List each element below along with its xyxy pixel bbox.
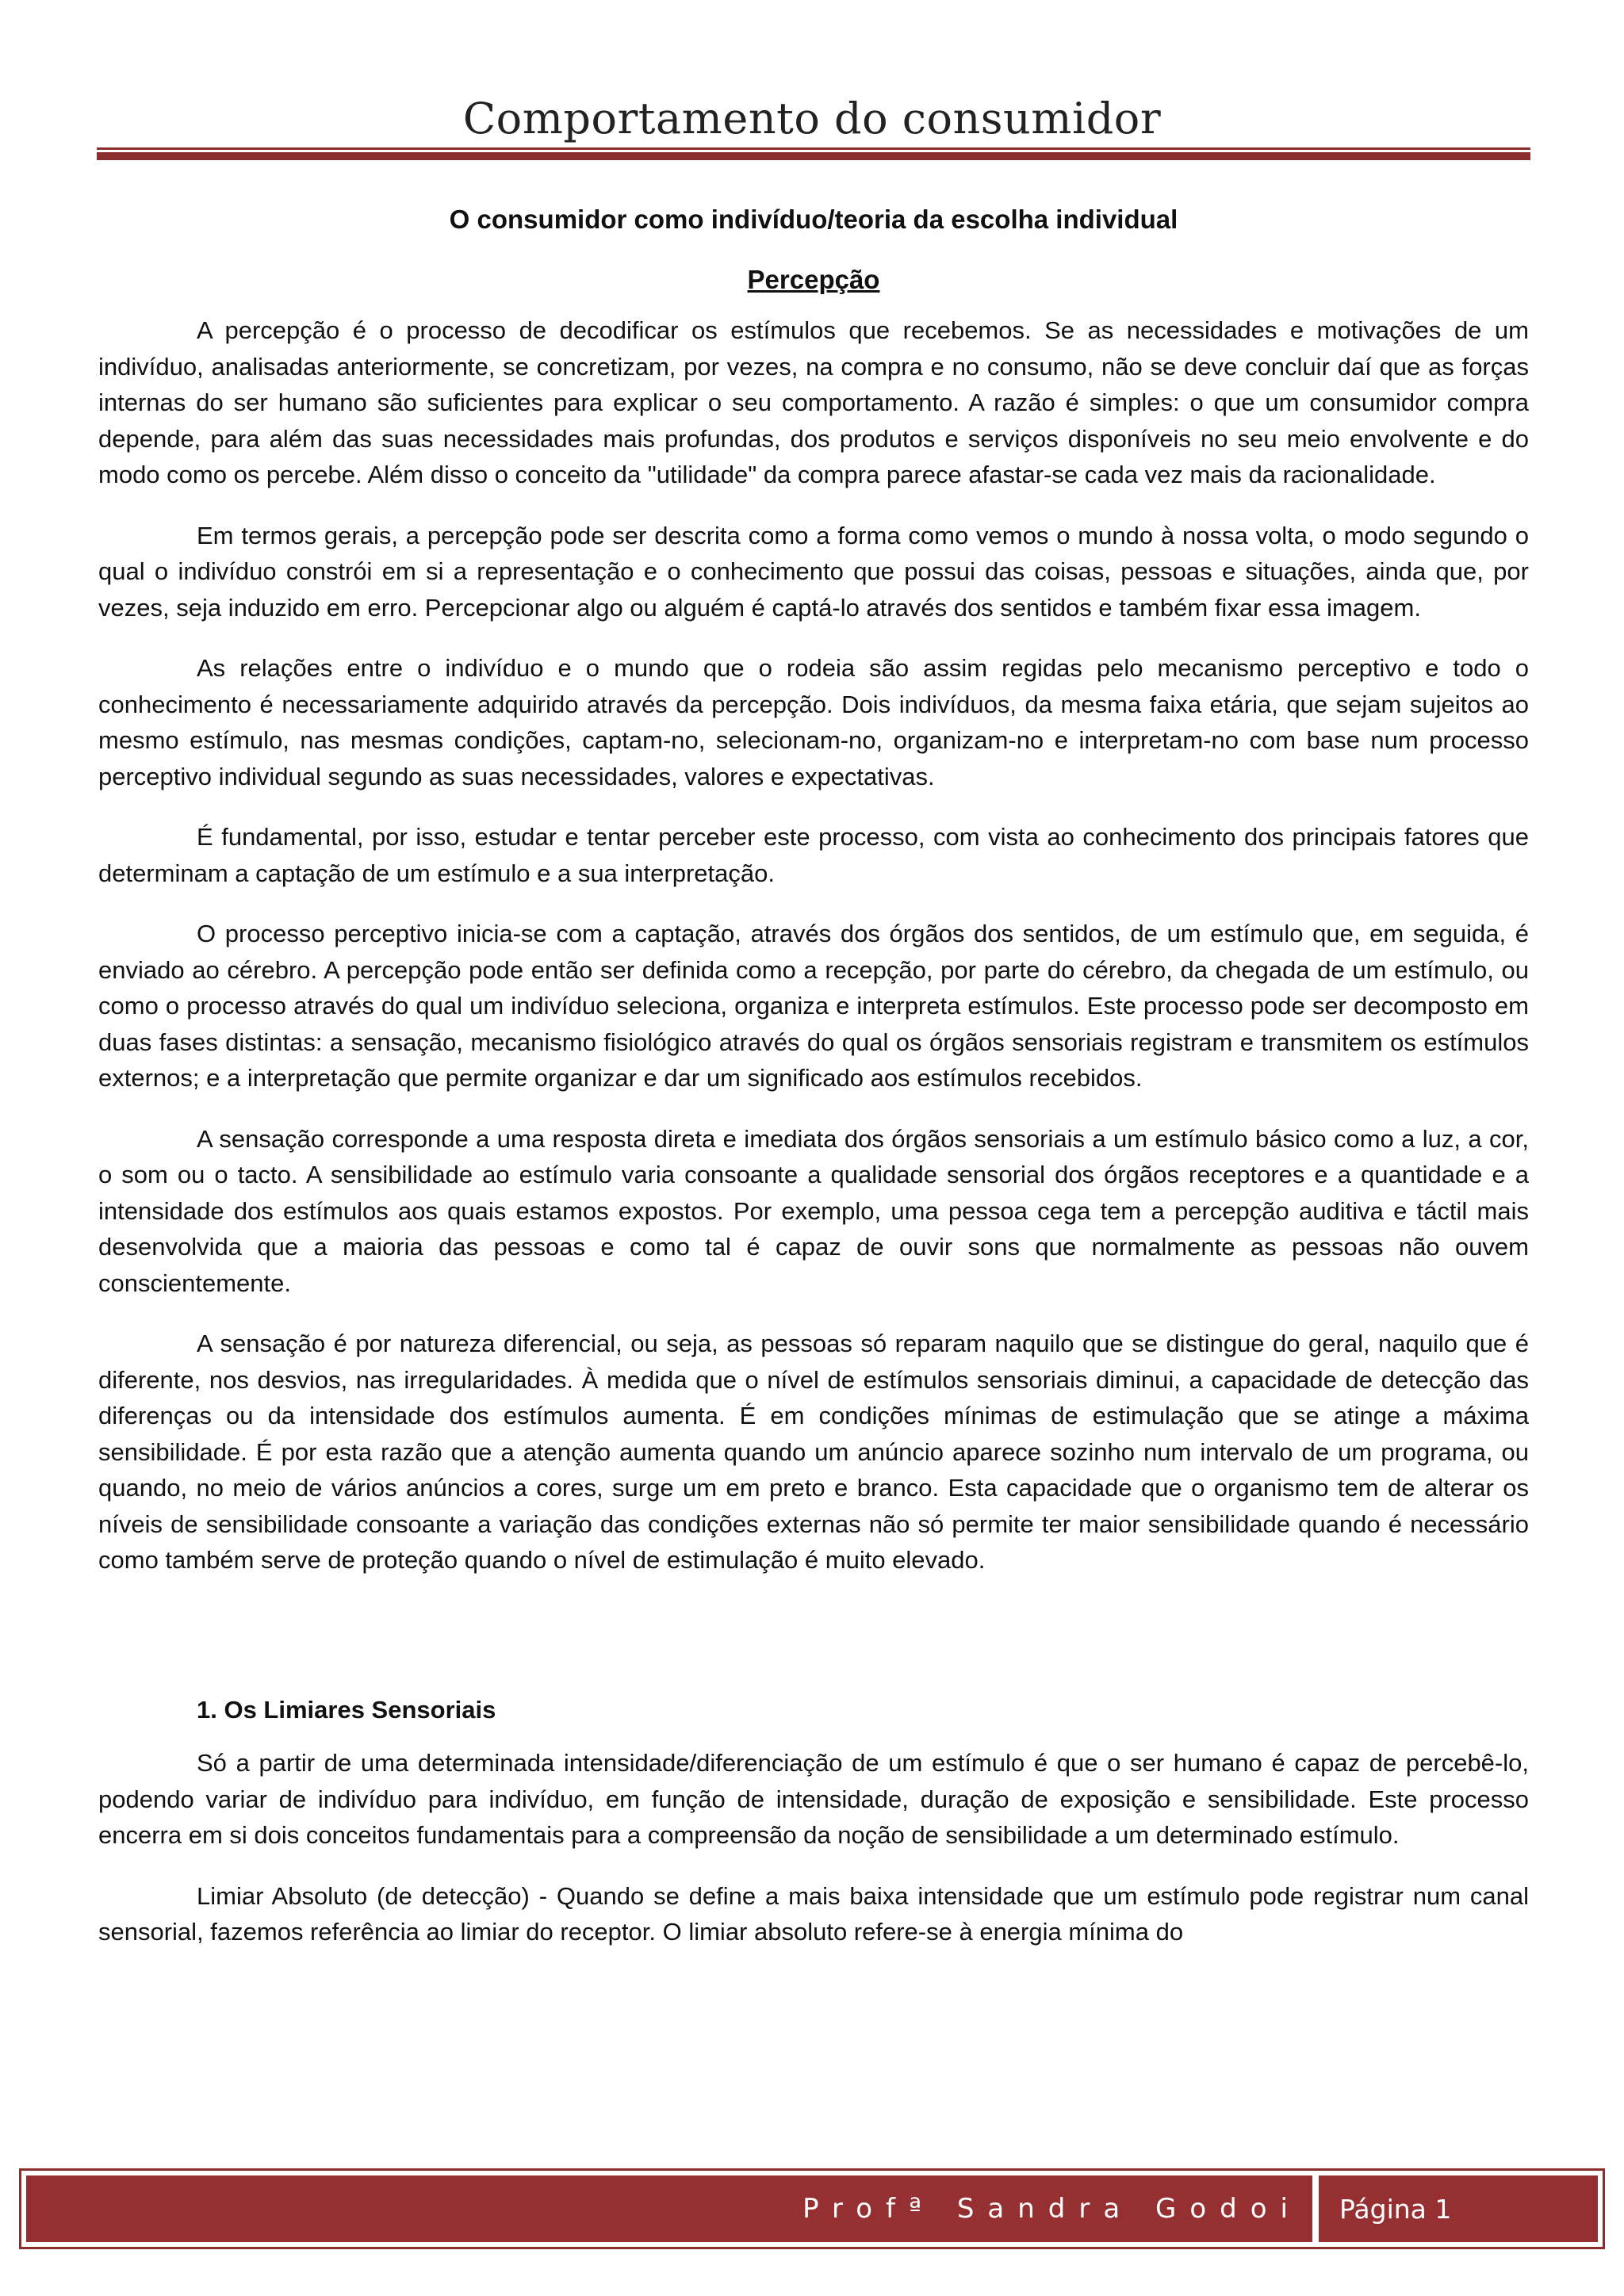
subsection-title-limiares: 1. Os Limiares Sensoriais: [197, 1695, 496, 1724]
paragraph: É fundamental, por isso, estudar e tentar perceber este processo, com vista ao conhecimento dos principais fatores que determinam a captação de um estímulo e a sua interpretação.: [98, 823, 1529, 887]
page-number: Página 1: [1339, 2193, 1452, 2225]
paragraph: A percepção é o processo de decodificar os estímulos que recebemos. Se as necessidades e motivações de um indivíduo, analisadas anteriormente, se concretizam, por vezes, na compra e no consumo, não se deve concluir daí que as forças internas do ser humano são suficientes para explicar o seu comportamento. A razão é simples: o que um consumidor compra depende, para além das suas necessidades mais profundas, dos produtos e serviços disponíveis no seu meio envolvente e do modo como os percebe. Além disso o conceito da "utilidade" da compra parece afastar-se cada vez mais da racionalidade.: [98, 316, 1529, 488]
footer-bar: [26, 2175, 1598, 2242]
footer-author: Profª Sandra Godoi: [802, 2193, 1301, 2225]
paragraph: O processo perceptivo inicia-se com a captação, através dos órgãos dos sentidos, de um estímulo que, em seguida, é enviado ao cérebro. A percepção pode então ser definida como a recepção, por parte do cérebro, da chegada de um estímulo, ou como o processo através do qual um indivíduo seleciona, organiza e interpreta estímulos. Este processo pode ser decomposto em duas fases distintas: a sensação, mecanismo fisiológico através do qual os órgãos sensoriais registram e transmitem os estímulos externos; e a interpretação que permite organizar e dar um significado aos estímulos recebidos.: [98, 920, 1529, 1092]
paragraph: Limiar Absoluto (de detecção) - Quando se define a mais baixa intensidade que um estímulo pode registrar num canal sensorial, fazemos referência ao limiar do receptor. O limiar absoluto refere-se à energia mínima do: [98, 1881, 1529, 1946]
section-title-percepcao: Percepção: [747, 265, 880, 294]
paragraph: A sensação corresponde a uma resposta direta e imediata dos órgãos sensoriais a um estímulo básico como a luz, a cor, o som ou o tacto. A sensibilidade ao estímulo varia consoante a qualidade sensorial dos órgãos receptores e a quantidade e a intensidade dos estímulos aos quais estamos expostos. Por exemplo, uma pessoa cega tem a percepção auditiva e táctil mais desenvolvida que a maioria das pessoas e como tal é capaz de ouvir sons que normalmente as pessoas não ouvem conscientemente.: [98, 1124, 1529, 1297]
document-body: [98, 205, 1529, 2155]
paragraph: Só a partir de uma determinada intensidade/diferenciação de um estímulo é que o ser humano é capaz de percebê-lo, podendo variar de indivíduo para indivíduo, em função de intensidade, duração de exposição e sensibilidade. Este processo encerra em si dois conceitos fundamentais para a compreensão da noção de sensibilidade a um determinado estímulo.: [98, 1749, 1529, 1849]
header-rule-thick: [97, 152, 1530, 160]
page-footer: [19, 2168, 1605, 2249]
footer-divider: [1312, 2175, 1319, 2242]
paragraph: A sensação é por natureza diferencial, ou seja, as pessoas só reparam naquilo que se distingue do geral, naquilo que é diferente, nos desvios, nas irregularidades. À medida que o nível de estímulos sensoriais diminui, a capacidade de detecção das diferenças ou da intensidade dos estímulos aumenta. É em condições mínimas de estimulação que se atinge a máxima sensibilidade. É por esta razão que a atenção aumenta quando um anúncio aparece sozinho num intervalo de um programa, ou quando, no meio de vários anúncios a cores, surge um em preto e branco. Esta capacidade que o organismo tem de alterar os níveis de sensibilidade consoante a variação das condições externas não só permite ter maior sensibilidade quando é necessário como também serve de proteção quando o nível de estimulação é muito elevado.: [98, 1330, 1529, 1574]
document-title: O consumidor como indivíduo/teoria da escolha individual: [449, 205, 1178, 234]
header-rule-thin: [97, 147, 1530, 150]
paragraph: Em termos gerais, a percepção pode ser descrita como a forma como vemos o mundo à nossa volta, o modo segundo o qual o indivíduo constrói em si a representação e o conhecimento que possui das coisas, pessoas e situações, ainda que, por vezes, seja induzido em erro. Percepcionar algo ou alguém é captá-lo através dos sentidos e também fixar essa imagem.: [98, 521, 1529, 622]
page-header-title: Comportamento do consumidor: [462, 94, 1162, 144]
paragraph: As relações entre o indivíduo e o mundo que o rodeia são assim regidas pelo mecanismo perceptivo e todo o conhecimento é necessariamente adquirido através da percepção. Dois indivíduos, da mesma faixa etária, que sejam sujeitos ao mesmo estímulo, nas mesmas condições, captam-no, selecionam-no, organizam-no e interpretam-no com base num processo perceptivo individual segundo as suas necessidades, valores e expectativas.: [98, 654, 1529, 790]
section-spacer: [98, 1603, 1529, 1692]
